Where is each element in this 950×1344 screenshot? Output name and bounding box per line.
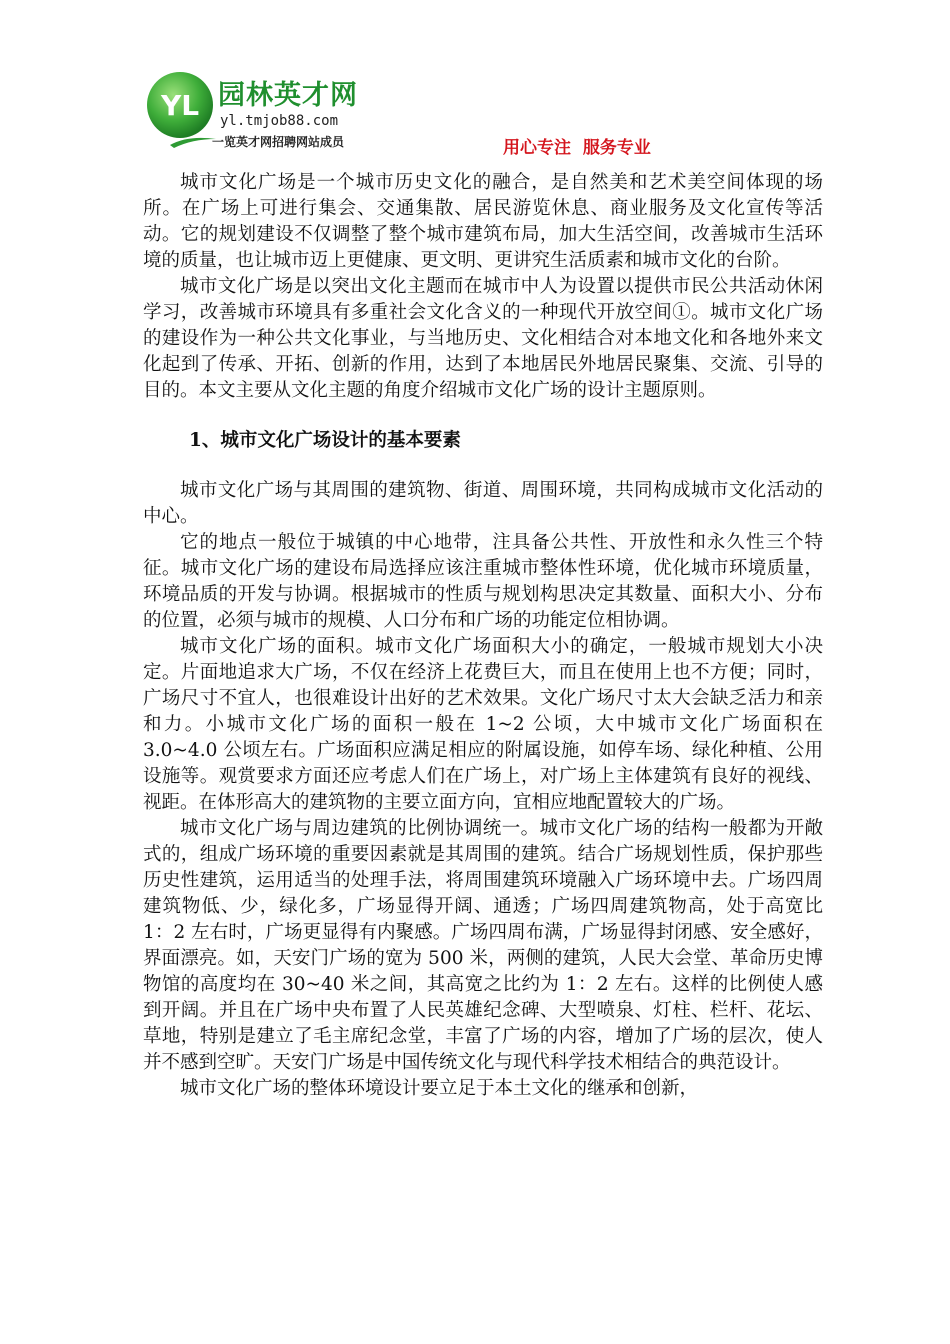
- paragraph-intro-2: 城市文化广场是以突出文化主题而在城市中人为设置以提供市民公共活动休闲学习，改善城市环境具有多重社会文化含义的一种现代开放空间①。城市文化广场的建设作为一种公共文化事业，与当地历史、文化相结合对本地文化和各地外来文化起到了传承、开拓、创新的作用，达到了本地居民外地居民聚集、交流、引导的目的。本文主要从文化主题的角度介绍城市文化广场的设计主题原则。: [143, 276, 823, 401]
- paragraph-section-3: 城市文化广场的面积。城市文化广场面积大小的确定，一般城市规划大小决定。片面地追求大广场，不仅在经济上花费巨大，而且在使用上也不方便；同时，广场尺寸不宜人，也很难设计出好的艺术效果。文化广场尺寸太大会缺乏活力和亲和力。小城市文化广场的面积一般在 1~2 公顷，大中城市文化广场面积在 3.0~4.0 公顷左右。广场面积应满足相应的附属设施，如停车场、绿化种植、公用设施等。观赏要求方面还应考虑人们在广场上，对广场上主体建筑有良好的视线、视距。在体形高大的建筑物的主要立面方向，宜相应地配置较大的广场。: [143, 636, 823, 813]
- yl-logo-icon: [145, 70, 215, 140]
- paragraph-section-1: 城市文化广场与其周围的建筑物、街道、周围环境，共同构成城市文化活动的中心。: [143, 480, 823, 527]
- paragraph-section-4: 城市文化广场与周边建筑的比例协调统一。城市文化广场的结构一般都为开敞式的，组成广场环境的重要因素就是其周围的建筑。结合广场规划性质，保护那些历史性建筑，运用适当的处理手法，将周围建筑环境融入广场环境中去。广场四周建筑物低、少，绿化多，广场显得开阔、通透；广场四周建筑物高，处于高宽比 1：2 左右时，广场更显得有内聚感。广场四周布满，广场显得封闭感、安全感好，界面漂亮。如，天安门广场的宽为 500 米，两侧的建筑，人民大会堂、革命历史博物馆的高度均在 30~40 米之间，其高宽之比约为 1：2 左右。这样的比例使人感到开阔。并且在广场中央布置了人民英雄纪念碑、大型喷泉、灯柱、栏杆、花坛、草地，特别是建立了毛主席纪念堂，丰富了广场的内容，增加了广场的层次，使人并不感到空旷。天安门广场是中国传统文化与现代科学技术相结合的典范设计。: [143, 818, 823, 1073]
- logo-name: 园林英才网: [218, 80, 358, 111]
- paragraph-intro-1: 城市文化广场是一个城市历史文化的融合，是自然美和艺术美空间体现的场所。在广场上可进行集会、交通集散、居民游览休息、商业服务及文化宣传等活动。它的规划建设不仅调整了整个城市建筑布局，加大生活空间，改善城市生活环境的质量，也让城市迈上更健康、更文明、更讲究生活质素和城市文化的台阶。: [143, 172, 823, 271]
- page-header: [0, 0, 950, 165]
- logo-tagline: 一览英才网招聘网站成员: [212, 135, 345, 149]
- logo-url: yl.tmjob88.com: [220, 113, 339, 129]
- document-body: [143, 170, 823, 1102]
- paragraph-section-2: 它的地点一般位于城镇的中心地带，注具备公共性、开放性和永久性三个特征。城市文化广场的建设布局选择应该注重城市整体性环境，优化城市环境质量，环境品质的开发与协调。根据城市的性质与规划构思决定其数量、面积大小、分布的位置，必须与城市的规模、人口分布和广场的功能定位相协调。: [143, 532, 823, 631]
- swoosh-icon: [168, 133, 218, 149]
- svg-text:YL: YL: [160, 89, 200, 122]
- paragraph-section-5: 城市文化广场的整体环境设计要立足于本土文化的继承和创新，: [180, 1078, 699, 1099]
- section-heading: 1、城市文化广场设计的基本要素: [189, 430, 461, 451]
- header-slogan: 用心专注 服务专业: [503, 138, 651, 158]
